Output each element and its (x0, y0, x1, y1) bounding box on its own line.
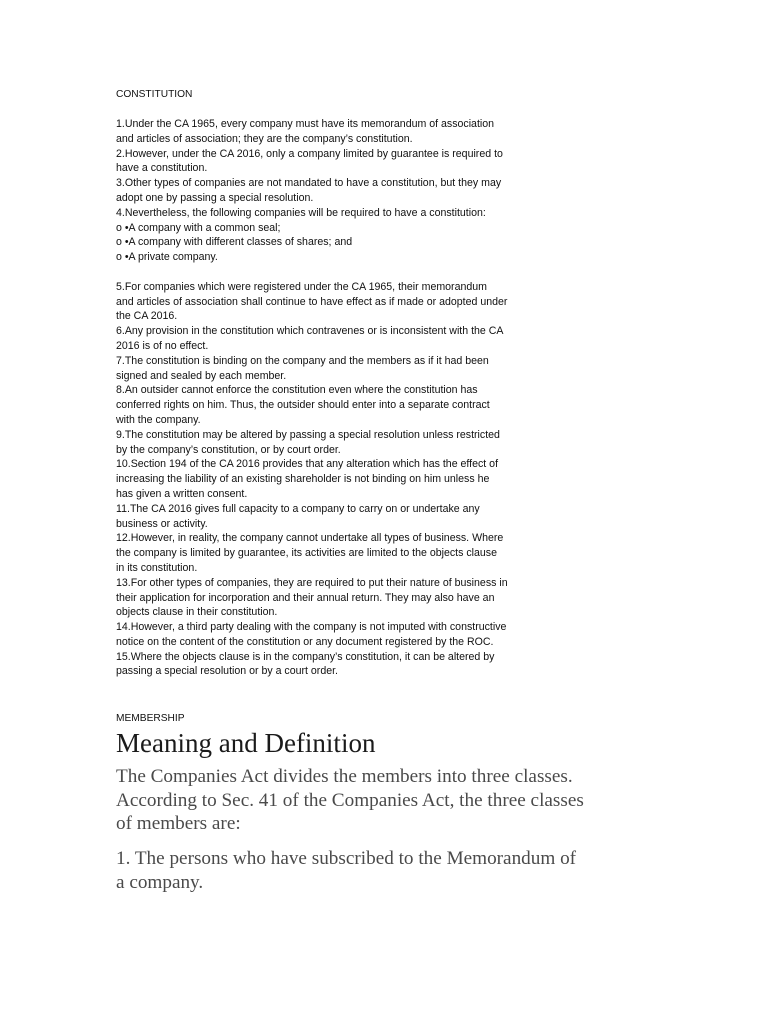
text-line: 2016 is of no effect. (116, 339, 209, 352)
section-title: Meaning and Definition (116, 728, 376, 758)
text-line: their application for incorporation and their annual return. They may also have an (116, 591, 495, 604)
text-line: a company. (116, 871, 204, 893)
text-line: signed and sealed by each member. (116, 369, 287, 382)
text-line: conferred rights on him. Thus, the outsider should enter into a separate contract (116, 399, 490, 412)
text-line: of members are: (116, 813, 241, 834)
text-line: o •A company with a common seal; (116, 221, 281, 234)
text-line: o •A company with different classes of shares; and (116, 236, 353, 249)
text-line: 13.For other types of companies, they are required to put their nature of business in (116, 576, 508, 589)
constitution-body (116, 117, 576, 679)
constitution-heading: CONSTITUTION (116, 89, 193, 100)
text-line: 8.An outsider cannot enforce the constitution even where the constitution has (116, 384, 478, 397)
text-line: with the company. (116, 413, 201, 426)
text-line: 9.The constitution may be altered by passing a special resolution unless restricted (116, 428, 500, 441)
text-line: 6.Any provision in the constitution which contravenes or is inconsistent with the CA (116, 325, 504, 338)
text-line: 12.However, in reality, the company cannot undertake all types of business. Where (116, 532, 504, 545)
text-line: the CA 2016. (116, 310, 178, 323)
membership-list-item (116, 847, 676, 894)
text-line: has given a written consent. (116, 487, 248, 500)
text-line: The Companies Act divides the members into three classes. (116, 766, 573, 787)
text-line: objects clause in their constitution. (116, 606, 278, 619)
text-line: 15.Where the objects clause is in the company’s constitution, it can be altered by (116, 650, 495, 663)
text-line: 10.Section 194 of the CA 2016 provides that any alteration which has the effect of (116, 458, 499, 471)
text-line: have a constitution. (116, 162, 208, 175)
text-line: by the company’s constitution, or by court order. (116, 443, 341, 456)
text-line: the company is limited by guarantee, its activities are limited to the objects clause (116, 547, 497, 560)
text-line: According to Sec. 41 of the Companies Act, the three classes (116, 789, 584, 811)
text-line: business or activity. (116, 517, 208, 530)
text-line: 4.Nevertheless, the following companies will be required to have a constitution: (116, 206, 486, 219)
text-line: in its constitution. (116, 561, 198, 574)
text-line: 7.The constitution is binding on the company and the members as if it had been (116, 354, 489, 367)
text-line: and articles of association; they are the company’s constitution. (116, 132, 413, 145)
membership-intro-paragraph (116, 765, 676, 836)
text-line: 3.Other types of companies are not mandated to have a constitution, but they may (116, 177, 502, 190)
text-line: 2.However, under the CA 2016, only a company limited by guarantee is required to (116, 147, 503, 160)
text-line: adopt one by passing a special resolution. (116, 191, 314, 204)
text-line: notice on the content of the constitution or any document registered by the ROC. (116, 635, 494, 648)
membership-heading: MEMBERSHIP (116, 713, 185, 724)
text-line: 5.For companies which were registered under the CA 1965, their memorandum (116, 280, 487, 293)
text-line: 14.However, a third party dealing with the company is not imputed with constructive (116, 621, 507, 634)
text-line: 11.The CA 2016 gives full capacity to a company to carry on or undertake any (116, 502, 480, 515)
text-line: 1.Under the CA 1965, every company must have its memorandum of association (116, 118, 495, 130)
text-line: 1. The persons who have subscribed to the Memorandum of (116, 848, 577, 869)
text-line: o •A private company. (116, 251, 218, 264)
text-line: passing a special resolution or by a court order. (116, 665, 339, 678)
text-line: and articles of association shall continue to have effect as if made or adopted under (116, 295, 508, 308)
text-line: increasing the liability of an existing shareholder is not binding on him unless he (116, 473, 490, 486)
text-line (116, 265, 576, 280)
